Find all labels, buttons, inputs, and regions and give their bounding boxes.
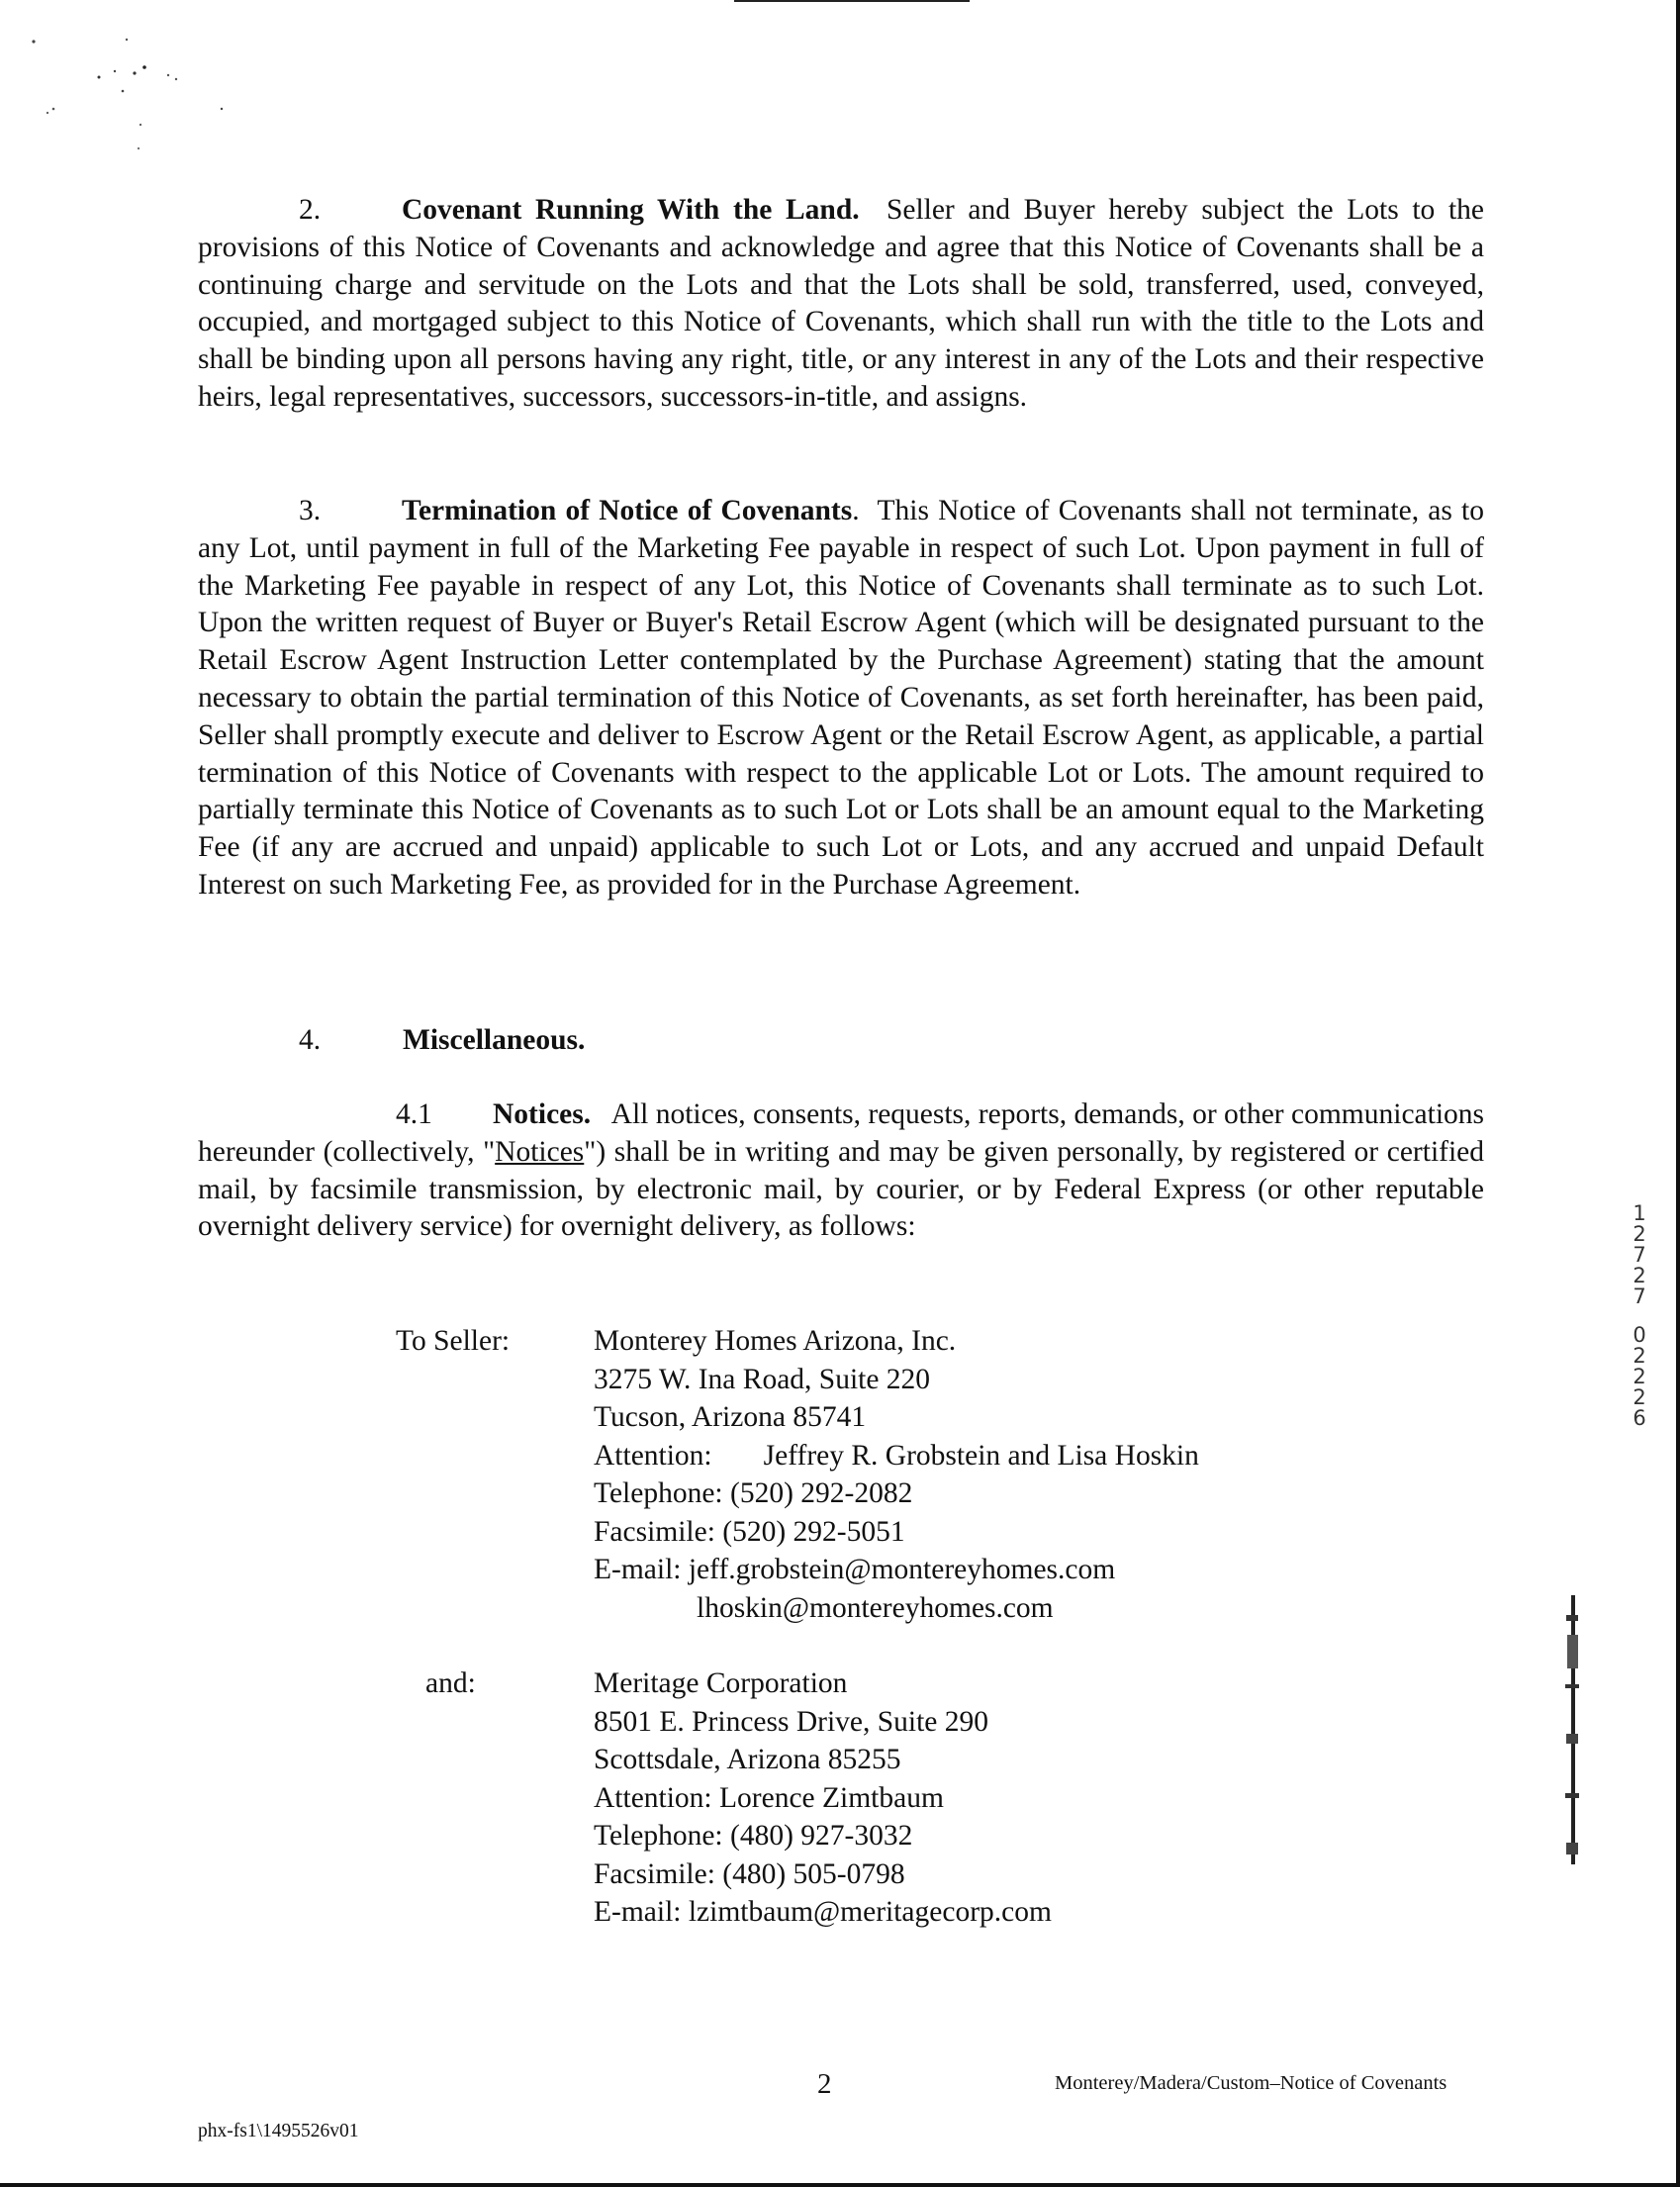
- section-2-number: 2.: [299, 194, 322, 226]
- scan-edge-right: [1676, 0, 1680, 2187]
- margin-digit: 7: [1633, 1284, 1646, 1308]
- margin-recording-number: [1627, 1203, 1652, 1429]
- document-title-footer: Monterey/Madera/Custom–Notice of Covenants: [1055, 2072, 1447, 2094]
- section-2-body: Seller and Buyer hereby subject the Lots to the provisions of this Notice of Covenants and acknowledge and agree that this Notice of Covenants shall be a continuing charge and servitude on the Lots and that the Lots shall be sold, transferred, used, conveyed, occupied, and mortgaged subject to this Notice of Covenants, which shall run with the title to the Lots and shall be binding upon all persons having any right, title, or any interest in any of the Lots and their respective heirs, legal representatives, successors, successors-in-title, and assigns.: [198, 194, 1485, 413]
- section-4-1-body-before: All notices, consents, requests, reports, demands, or other communications hereunder (collectively, ": [198, 1098, 1485, 1168]
- seller-attention: Jeffrey R. Grobstein and Lisa Hoskin: [763, 1439, 1199, 1472]
- second-name: Meritage Corporation: [594, 1667, 848, 1699]
- margin-digit: 2: [1633, 1344, 1646, 1368]
- seller-street: 3275 W. Ina Road, Suite 220: [594, 1363, 931, 1395]
- seller-facsimile: Facsimile: (520) 292-5051: [594, 1515, 905, 1548]
- second-address-block: [594, 1664, 1052, 1932]
- section-2-paragraph: [198, 192, 1484, 417]
- second-facsimile: Facsimile: (480) 505-0798: [594, 1857, 905, 1890]
- margin-digit: 7: [1633, 1243, 1646, 1267]
- margin-digit: 2: [1633, 1365, 1646, 1388]
- margin-digit: 2: [1633, 1385, 1646, 1409]
- section-3-number: 3.: [299, 495, 322, 526]
- section-4-1-number: 4.1: [396, 1098, 432, 1130]
- scan-edge-bottom: [0, 2183, 1680, 2187]
- scan-specks: [28, 30, 245, 158]
- margin-digit: 1: [1633, 1201, 1646, 1225]
- top-rule: [734, 0, 970, 2]
- seller-attention-label: Attention:: [594, 1439, 712, 1472]
- section-2-title: Covenant Running With the Land.: [402, 194, 860, 226]
- seller-name: Monterey Homes Arizona, Inc.: [594, 1325, 957, 1357]
- document-id: phx-fs1\1495526v01: [198, 2121, 359, 2141]
- margin-digit: 6: [1633, 1406, 1646, 1430]
- margin-digit: 2: [1633, 1264, 1646, 1287]
- seller-attention-line: [594, 1437, 1199, 1475]
- second-city: Scottsdale, Arizona 85255: [594, 1744, 901, 1775]
- section-4-1-title: Notices.: [493, 1098, 592, 1130]
- section-3-body: This Notice of Covenants shall not terminate, as to any Lot, until payment in full of the Marketing Fee payable in respect of such Lot. Upon payment in full of the Marketing Fee payable in respect of any Lot, this Notice of Covenants shall terminate as to such Lot. Upon the written request of Buyer or Buyer's Retail Escrow Agent (which will be designated pursuant to the Retail Escrow Agent Instruction Letter contemplated by the Purchase Agreement) stating that the amount necessary to obtain the partial termination of this Notice of Covenants, as set forth hereinafter, has been paid, Seller shall promptly execute and deliver to Escrow Agent or the Retail Escrow Agent, as applicable, a partial termination of this Notice of Covenants with respect to the applicable Lot or Lots. The amount required to partially terminate this Notice of Covenants as to such Lot or Lots shall be an amount equal to the Marketing Fee (if any are accrued and unpaid) applicable to such Lot or Lots, and any accrued and unpaid Default Interest on such Marketing Fee, as provided for in the Purchase Agreement.: [198, 495, 1485, 901]
- seller-label: To Seller:: [396, 1325, 511, 1357]
- margin-digit: 2: [1633, 1222, 1646, 1246]
- section-3-paragraph: [198, 493, 1484, 904]
- second-street: 8501 E. Princess Drive, Suite 290: [594, 1705, 989, 1738]
- section-4-number: 4.: [299, 1024, 322, 1056]
- notices-defined-term: Notices: [495, 1135, 585, 1168]
- seller-email-1: jeff.grobstein@montereyhomes.com: [688, 1554, 1116, 1585]
- section-4-1-paragraph: [198, 1096, 1484, 1246]
- seller-email-line: [594, 1551, 1199, 1589]
- seller-address-block: [594, 1322, 1199, 1627]
- section-3-title: Termination of Notice of Covenants: [402, 495, 853, 526]
- seller-email-label: E-mail:: [594, 1554, 682, 1585]
- section-4-1-body-after: ") shall be in writing and may be given personally, by registered or certified mail, by facsimile transmission, by electronic mail, by courier, or by Federal Express (or other reputable overnight delivery service) for overnight delivery, as follows:: [198, 1135, 1484, 1243]
- seller-city: Tucson, Arizona 85741: [594, 1401, 867, 1433]
- page-number: 2: [817, 2068, 832, 2100]
- second-telephone: Telephone: (480) 927-3032: [594, 1820, 913, 1852]
- section-3-title-punct: .: [852, 495, 860, 526]
- section-4-title: Miscellaneous.: [403, 1024, 586, 1056]
- second-email: E-mail: lzimtbaum@meritagecorp.com: [594, 1896, 1052, 1928]
- seller-telephone: Telephone: (520) 292-2082: [594, 1477, 913, 1509]
- seller-email-2: lhoskin@montereyhomes.com: [697, 1591, 1054, 1624]
- margin-digit: 0: [1633, 1323, 1646, 1347]
- second-label: and:: [425, 1667, 476, 1699]
- scanner-stamp-mark: [1563, 1595, 1583, 1864]
- second-attention: Attention: Lorence Zimtbaum: [594, 1781, 944, 1814]
